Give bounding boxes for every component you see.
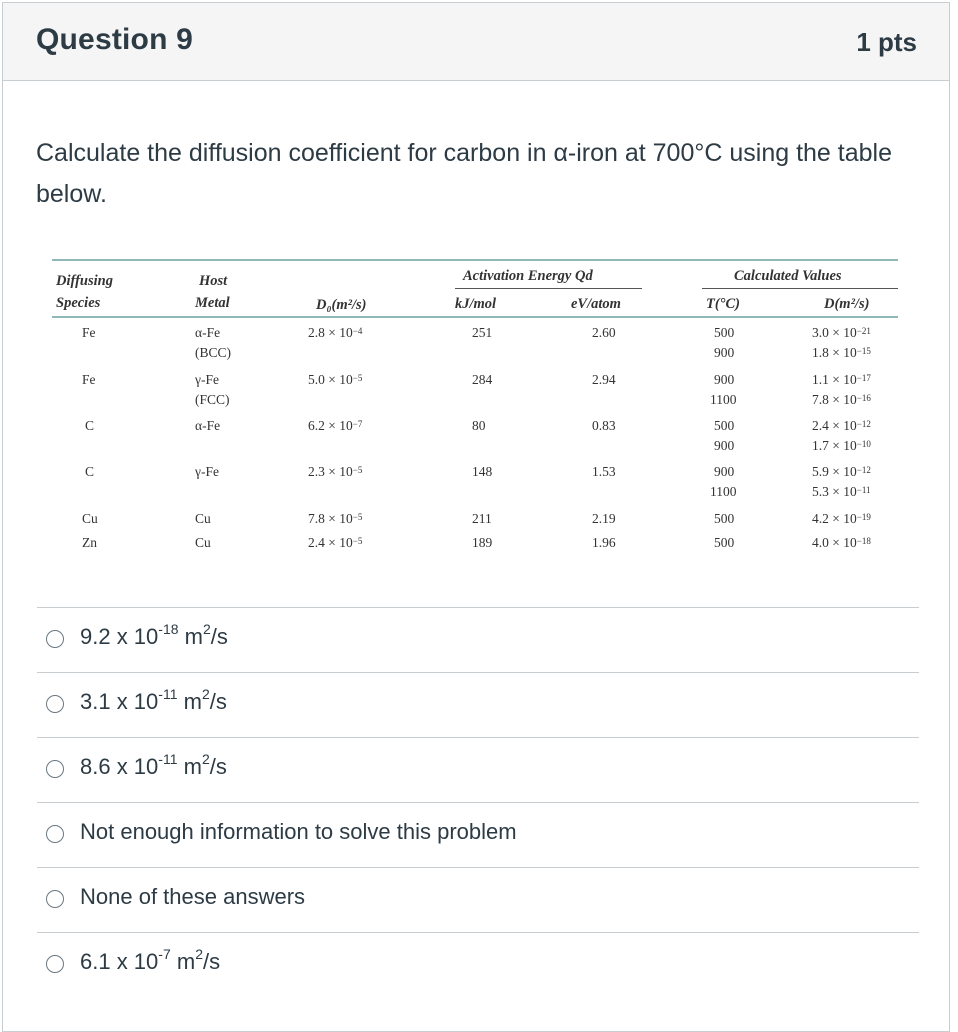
cell-temp: 1100	[710, 484, 737, 499]
answer-radio[interactable]	[46, 825, 64, 843]
answer-radio[interactable]	[46, 630, 64, 648]
d-mantissa: 4.0 × 10	[812, 535, 857, 550]
answer-label[interactable]	[80, 620, 228, 650]
activation-group-rule	[455, 288, 642, 289]
header-activation-energy: Activation Energy Qd	[463, 268, 593, 284]
header-host: Host	[199, 273, 228, 289]
d-mantissa: 1.1 × 10	[812, 372, 857, 387]
answer-text: 9.2 x 10	[80, 624, 159, 649]
question-card	[2, 2, 950, 1032]
answer-exponent: -18	[158, 620, 179, 637]
cell-kj: 284	[472, 372, 493, 387]
d-mantissa: 1.7 × 10	[812, 438, 857, 453]
answer-unit-tail: /s	[210, 624, 228, 649]
answer-option[interactable]	[37, 737, 919, 802]
header-temperature: T(°C)	[706, 296, 740, 312]
cell-ev: 2.94	[592, 372, 616, 387]
cell-temp: 1100	[710, 392, 737, 407]
question-text: Calculate the diffusion coefficient for carbon in α-iron at 700°C using the table below.	[36, 139, 892, 208]
answer-label[interactable]	[80, 819, 517, 845]
d-mantissa: 7.8 × 10	[812, 392, 857, 407]
d-exponent: −10	[856, 439, 871, 449]
answer-exponent: -11	[158, 750, 178, 767]
cell-temp: 500	[714, 418, 735, 433]
answer-option[interactable]	[37, 607, 919, 672]
answer-unit-exponent: 2	[201, 685, 210, 702]
cell-species: C	[85, 464, 95, 479]
d-exponent: −21	[856, 326, 871, 336]
header-species: Species	[56, 295, 101, 311]
answer-option[interactable]	[37, 932, 919, 997]
cell-temp: 900	[714, 345, 735, 360]
question-points: 1 pts	[856, 27, 917, 57]
cell-d0	[308, 325, 362, 341]
header-calculated-values: Calculated Values	[734, 268, 842, 284]
answer-option[interactable]	[37, 672, 919, 737]
cell-d0	[308, 418, 362, 434]
header-diffusing: Diffusing	[56, 273, 113, 289]
cell-temp: 900	[714, 464, 735, 479]
cell-species: Fe	[82, 372, 96, 387]
answer-text: 8.6 x 10	[80, 754, 159, 779]
answer-exponent: -11	[158, 685, 178, 702]
cell-d	[812, 418, 871, 434]
answer-radio[interactable]	[46, 760, 64, 778]
answer-label[interactable]	[80, 945, 221, 975]
cell-d0	[308, 464, 362, 480]
cell-temp: 900	[714, 372, 735, 387]
answer-text: Not enough information to solve this problem	[80, 819, 517, 844]
answer-exponent: -7	[158, 945, 171, 962]
answer-unit-tail: /s	[209, 754, 227, 779]
cell-d	[812, 392, 871, 408]
d-exponent: −17	[856, 373, 871, 383]
cell-d0	[308, 372, 362, 388]
table-top-rule	[52, 259, 898, 261]
cell-temp: 500	[714, 535, 735, 550]
cell-species: Fe	[82, 325, 96, 340]
d-exponent: −11	[856, 485, 871, 495]
d-mantissa: 3.0 × 10	[812, 325, 857, 340]
cell-host: γ-Fe	[195, 464, 219, 479]
answer-radio[interactable]	[46, 890, 64, 908]
d0-exponent: −5	[352, 465, 363, 475]
cell-temp: 500	[714, 325, 735, 340]
cell-species: C	[85, 418, 95, 433]
answer-unit-exponent: 2	[202, 620, 211, 637]
answer-unit-exponent: 2	[195, 945, 203, 962]
d-exponent: −15	[856, 346, 871, 356]
header-d0: D₀(m²/s)	[316, 297, 367, 313]
cell-ev: 2.60	[592, 325, 616, 340]
answer-unit: m	[170, 949, 196, 974]
d-mantissa: 5.3 × 10	[812, 484, 857, 499]
d0-mantissa: 2.8 × 10	[308, 325, 353, 340]
d0-exponent: −5	[352, 536, 363, 546]
cell-host: α-Fe	[195, 418, 221, 433]
cell-ev: 0.83	[592, 418, 616, 433]
cell-d	[812, 464, 871, 480]
d-exponent: −19	[856, 512, 871, 522]
answer-list	[37, 607, 919, 997]
d-exponent: −12	[856, 419, 871, 429]
cell-d	[812, 511, 871, 527]
cell-species: Cu	[82, 511, 98, 526]
cell-temp: 900	[714, 438, 735, 453]
answer-unit: m	[177, 689, 202, 714]
cell-d	[812, 345, 871, 361]
cell-d	[812, 438, 871, 454]
cell-host: Cu	[195, 511, 211, 526]
d0-mantissa: 2.4 × 10	[308, 535, 353, 550]
diffusion-data-table	[52, 259, 898, 559]
cell-d	[812, 484, 871, 500]
answer-radio[interactable]	[46, 695, 64, 713]
cell-d	[812, 535, 871, 551]
d0-exponent: −5	[352, 512, 363, 522]
answer-label[interactable]	[80, 685, 227, 715]
answer-text: None of these answers	[80, 884, 306, 909]
d0-mantissa: 2.3 × 10	[308, 464, 353, 479]
d0-mantissa: 7.8 × 10	[308, 511, 353, 526]
d0-mantissa: 5.0 × 10	[308, 372, 353, 387]
answer-label[interactable]	[80, 750, 227, 780]
cell-host-structure: (BCC)	[195, 345, 232, 360]
cell-ev: 1.96	[592, 535, 616, 550]
cell-temp: 500	[714, 511, 735, 526]
d-exponent: −18	[856, 536, 871, 546]
header-kj-mol: kJ/mol	[455, 296, 497, 312]
d0-exponent: −5	[352, 373, 363, 383]
answer-option[interactable]	[37, 867, 919, 932]
d-mantissa: 4.2 × 10	[812, 511, 857, 526]
header-metal: Metal	[195, 295, 230, 311]
answer-radio[interactable]	[46, 955, 64, 973]
d0-exponent: −7	[352, 419, 363, 429]
cell-d0	[308, 535, 362, 551]
d-exponent: −16	[856, 393, 871, 403]
answer-unit-tail: /s	[209, 689, 227, 714]
cell-d	[812, 372, 871, 388]
cell-d	[812, 325, 871, 341]
cell-host: γ-Fe	[195, 372, 219, 387]
answer-unit: m	[178, 624, 203, 649]
table-header-rule	[52, 316, 898, 318]
answer-label[interactable]	[80, 884, 305, 910]
answer-unit: m	[177, 754, 202, 779]
question-header	[3, 3, 949, 81]
d0-exponent: −4	[352, 326, 363, 336]
question-title: Question 9	[36, 23, 194, 56]
cell-host: α-Fe	[195, 325, 221, 340]
cell-kj: 148	[472, 464, 493, 479]
cell-host: Cu	[195, 535, 211, 550]
answer-text: 3.1 x 10	[80, 689, 159, 714]
cell-kj: 211	[472, 511, 492, 526]
d-exponent: −12	[856, 465, 871, 475]
d0-mantissa: 6.2 × 10	[308, 418, 353, 433]
answer-option[interactable]	[37, 802, 919, 867]
calculated-group-rule	[702, 288, 898, 289]
d-mantissa: 5.9 × 10	[812, 464, 857, 479]
cell-species: Zn	[82, 535, 97, 550]
answer-text: 6.1 x 10	[80, 949, 159, 974]
cell-host-structure: (FCC)	[195, 392, 230, 407]
cell-ev: 2.19	[592, 511, 616, 526]
cell-d0	[308, 511, 362, 527]
header-ev-atom: eV/atom	[571, 296, 621, 312]
answer-unit-tail: /s	[202, 949, 221, 974]
cell-kj: 80	[472, 418, 486, 433]
cell-kj: 189	[472, 535, 493, 550]
cell-kj: 251	[472, 325, 493, 340]
d-mantissa: 1.8 × 10	[812, 345, 857, 360]
header-d: D(m²/s)	[824, 296, 870, 312]
answer-unit-exponent: 2	[201, 750, 210, 767]
cell-ev: 1.53	[592, 464, 616, 479]
d-mantissa: 2.4 × 10	[812, 418, 857, 433]
